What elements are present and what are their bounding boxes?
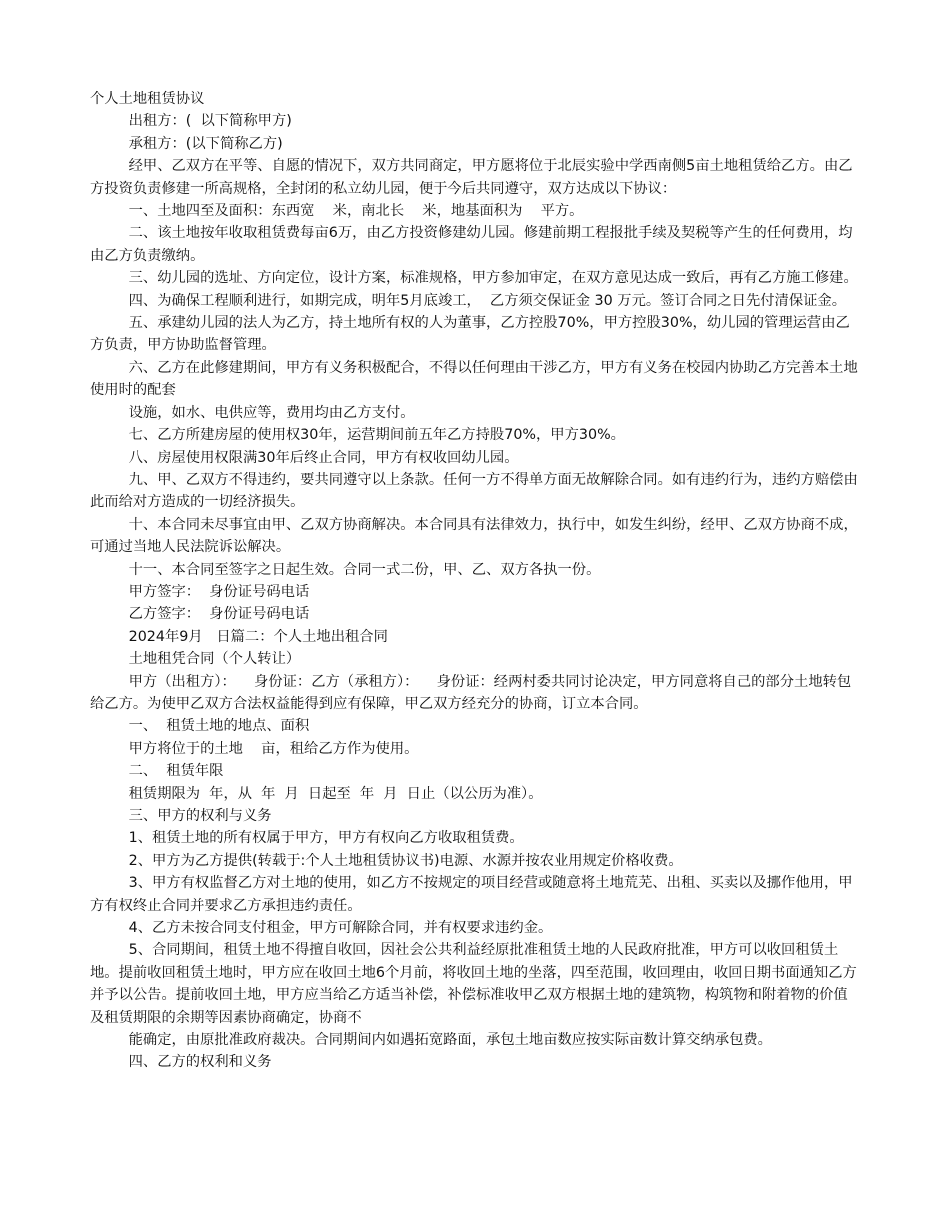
- paragraph: 2、甲方为乙方提供(转载于:个人土地租赁协议书)电源、水源并按农业用规定价格收费。: [128, 852, 683, 869]
- paragraph: 三、幼儿园的选址、方向定位，设计方案，标准规格，甲方参加审定，在双方意见达成一致后，再有乙方施工修建。: [128, 270, 858, 287]
- paragraph: 五、承建幼儿园的法人为乙方，持土地所有权的人为董事，乙方控股70%，甲方控股30%，幼儿园的管理运营由乙方负责，甲方协助监督管理。: [90, 315, 850, 354]
- paragraph: 四、为确保工程顺利进行，如期完成，明年5月底竣工， 乙方须交保证金 30 万元。签订合同之日先付清保证金。: [128, 292, 847, 309]
- paragraph: 能确定，由原批准政府裁决。合同期间内如遇拓宽路面，承包土地亩数应按实际亩数计算交纳承包费。: [128, 1032, 772, 1049]
- paragraph: 七、乙方所建房屋的使用权30年，运营期间前五年乙方持股70%，甲方30%。: [128, 427, 625, 444]
- document-body: [90, 88, 860, 1074]
- paragraph: 二、 租赁年限: [128, 763, 224, 780]
- paragraph: 4、乙方未按合同支付租金，甲方可解除合同，并有权要求违约金。: [128, 920, 553, 937]
- paragraph: 八、房屋使用权限满30年后终止合同，甲方有权收回幼儿园。: [128, 449, 519, 466]
- paragraph: 3、甲方有权监督乙方对土地的使用，如乙方不按规定的项目经营或随意将土地荒芜、出租、买卖以及挪作他用，甲方有权终止合同并要求乙方承担违约责任。: [90, 875, 853, 914]
- paragraph: 二、该土地按年收取租赁费每亩6万，由乙方投资修建幼儿园。修建前期工程报批手续及契税等产生的任何费用，均由乙方负责缴纳。: [90, 225, 853, 264]
- paragraph: 承租方：(以下简称乙方): [128, 135, 283, 152]
- paragraph: 十、本合同未尽事宜由甲、乙双方协商解决。本合同具有法律效力，执行中，如发生纠纷，经甲、乙双方协商不成，可通过当地人民法院诉讼解决。: [90, 516, 858, 556]
- document-title: 个人土地租赁协议: [90, 91, 205, 107]
- paragraph: 5、合同期间，租赁土地不得擅自收回，因社会公共利益经原批准租赁土地的人民政府批准，甲方可以收回租赁土地。提前收回租赁土地时，甲方应在收回土地6个月前，将收回土地的坐落，四至范围，收回理由，收回日期书面通知乙方并予以公告。提前收回土地，甲方应当给乙方适当补偿，补偿标准收甲乙双方根据土地的建筑物，构筑物和附着物的价值及租赁期限的余期等因素协商确定，协商不: [90, 942, 857, 1026]
- paragraph: 设施，如水、电供应等，费用均由乙方支付。: [128, 404, 415, 421]
- paragraph: 2024年9月 日篇二：个人土地出租合同: [128, 628, 388, 645]
- paragraph: 三、甲方的权利与义务: [128, 808, 272, 824]
- paragraph: 土地租凭合同（个人转让）: [128, 651, 301, 668]
- paragraph: 甲方（出租方）： 身份证：乙方（承租方）： 身份证：经两村委共同讨论决定，甲方同意将自己的部分土地转包给乙方。为使甲乙双方合法权益能得到应有保障，甲乙双方经充分的协商，订立本合同。: [90, 673, 852, 712]
- paragraph: 一、土地四至及面积：东西宽 米，南北长 米，地基面积为 平方。: [128, 203, 584, 220]
- paragraph: 甲方签字： 身份证号码电话: [128, 583, 310, 600]
- paragraph: 九、甲、乙双方不得违约，要共同遵守以上条款。任何一方不得单方面无故解除合同。如有违约行为，违约方赔偿由此而给对方造成的一切经济损失。: [90, 471, 858, 511]
- paragraph: 租赁期限为 年，从 年 月 日起至 年 月 日止（以公历为准）。: [128, 785, 543, 802]
- paragraph: 四、乙方的权利和义务: [128, 1054, 272, 1071]
- paragraph: 乙方签字： 身份证号码电话: [128, 606, 310, 623]
- paragraph: 经甲、乙双方在平等、自愿的情况下，双方共同商定，甲方愿将位于北辰实验中学西南侧5亩土地租赁给乙方。由乙方投资负责修建一所高规格，全封闭的私立幼儿园，便于今后共同遵守，双方达成以下协议：: [90, 158, 853, 197]
- paragraph: 六、乙方在此修建期间，甲方有义务积极配合，不得以任何理由干涉乙方，甲方有义务在校园内协助乙方完善本土地使用时的配套: [90, 359, 858, 399]
- paragraph: 一、 租赁土地的地点、面积: [128, 718, 310, 735]
- paragraph: 十一、本合同至签字之日起生效。合同一式二份，甲、乙、双方各执一份。: [128, 561, 601, 578]
- paragraph: 1、租赁土地的所有权属于甲方，甲方有权向乙方收取租赁费。: [128, 830, 524, 847]
- paragraph: 甲方将位于的土地 亩，租给乙方作为使用。: [128, 740, 419, 757]
- paragraph: 出租方：( 以下简称甲方): [128, 113, 292, 130]
